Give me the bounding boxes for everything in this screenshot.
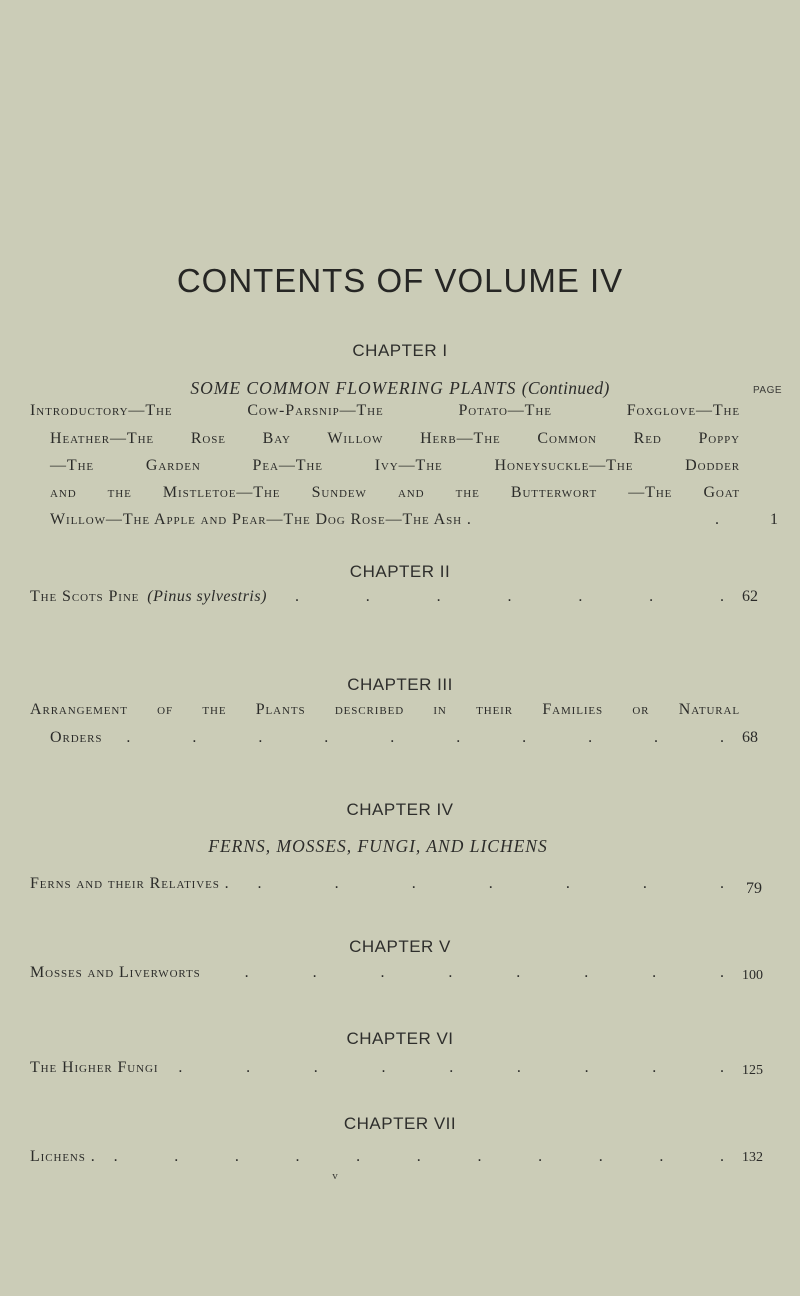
chapter-4-page-number: 79 bbox=[746, 880, 762, 897]
leader-dots: . . . . . . . . bbox=[244, 964, 724, 981]
leader-dots: . . . . . . . . . . bbox=[126, 729, 724, 746]
leader-dots: . . . . . . . bbox=[257, 875, 724, 892]
chapter-1-entry-line: Willow—The Apple and Pear—The Dog Rose—The Ash . bbox=[50, 511, 472, 528]
page-footer-number: v bbox=[332, 1170, 338, 1182]
chapter-5-entry bbox=[30, 964, 730, 982]
leader-dots: . . . . . . . . . bbox=[178, 1059, 724, 1076]
chapter-5-heading: CHAPTER V bbox=[349, 937, 451, 956]
chapter-1-subtitle-note: (Continued) bbox=[521, 378, 610, 398]
chapter-1-entry-line: Heather—The Rose Bay Willow Herb—The Common Red Poppy bbox=[50, 430, 740, 447]
chapter-4-heading: CHAPTER IV bbox=[346, 800, 454, 819]
chapter-7-page-number: 132 bbox=[742, 1150, 763, 1165]
chapter-4-subtitle: FERNS, MOSSES, FUNGI, AND LICHENS bbox=[208, 836, 548, 856]
page-column-label: PAGE bbox=[753, 385, 783, 396]
chapter-1-subtitle-text: SOME COMMON FLOWERING PLANTS bbox=[190, 378, 517, 398]
chapter-1-entry-line: Introductory—The Cow-Parsnip—The Potato—The Foxglove—The bbox=[30, 402, 740, 419]
chapter-1-entry-line: —The Garden Pea—The Ivy—The Honeysuckle—The Dodder bbox=[50, 457, 740, 474]
leader-dots: . bbox=[715, 511, 720, 528]
chapter-1-entry-line: and the Mistletoe—The Sundew and the Butterwort —The Goat bbox=[50, 484, 740, 501]
chapter-7-entry-text: Lichens . bbox=[30, 1148, 96, 1165]
chapter-2-entry-text: The Scots Pine bbox=[30, 588, 140, 605]
page-title: CONTENTS OF VOLUME IV bbox=[176, 262, 624, 299]
chapter-3-page-number: 68 bbox=[742, 729, 758, 746]
chapter-6-entry-text: The Higher Fungi bbox=[30, 1059, 159, 1076]
chapter-3-heading: CHAPTER III bbox=[347, 675, 453, 694]
chapter-2-heading: CHAPTER II bbox=[349, 562, 451, 581]
leader-dots: . . . . . . . . . . . bbox=[113, 1148, 724, 1165]
chapter-5-page-number: 100 bbox=[742, 968, 763, 983]
chapter-7-heading: CHAPTER VII bbox=[343, 1114, 457, 1133]
chapter-2-entry-latin: (Pinus sylvestris) bbox=[147, 588, 267, 605]
chapter-5-entry-text: Mosses and Liverworts bbox=[30, 964, 201, 981]
chapter-4-entry-text: Ferns and their Relatives . bbox=[30, 875, 230, 892]
chapter-2-page-number: 62 bbox=[742, 588, 758, 605]
chapter-2-entry bbox=[30, 588, 730, 606]
chapter-6-entry bbox=[30, 1059, 730, 1077]
chapter-7-entry bbox=[30, 1140, 730, 1166]
chapter-1-page-number: 1 bbox=[770, 511, 778, 528]
chapter-4-entry bbox=[30, 875, 730, 893]
chapter-1-subtitle bbox=[0, 378, 800, 399]
chapter-1-heading: CHAPTER I bbox=[352, 341, 448, 360]
chapter-6-page-number: 125 bbox=[742, 1063, 763, 1078]
chapter-6-heading: CHAPTER VI bbox=[346, 1029, 454, 1048]
chapter-3-entry bbox=[50, 729, 730, 747]
chapter-3-entry-line: Arrangement of the Plants described in their Families or Natural bbox=[30, 701, 740, 718]
leader-dots: . . . . . . . bbox=[294, 588, 724, 605]
chapter-3-entry-text: Orders bbox=[50, 729, 103, 746]
